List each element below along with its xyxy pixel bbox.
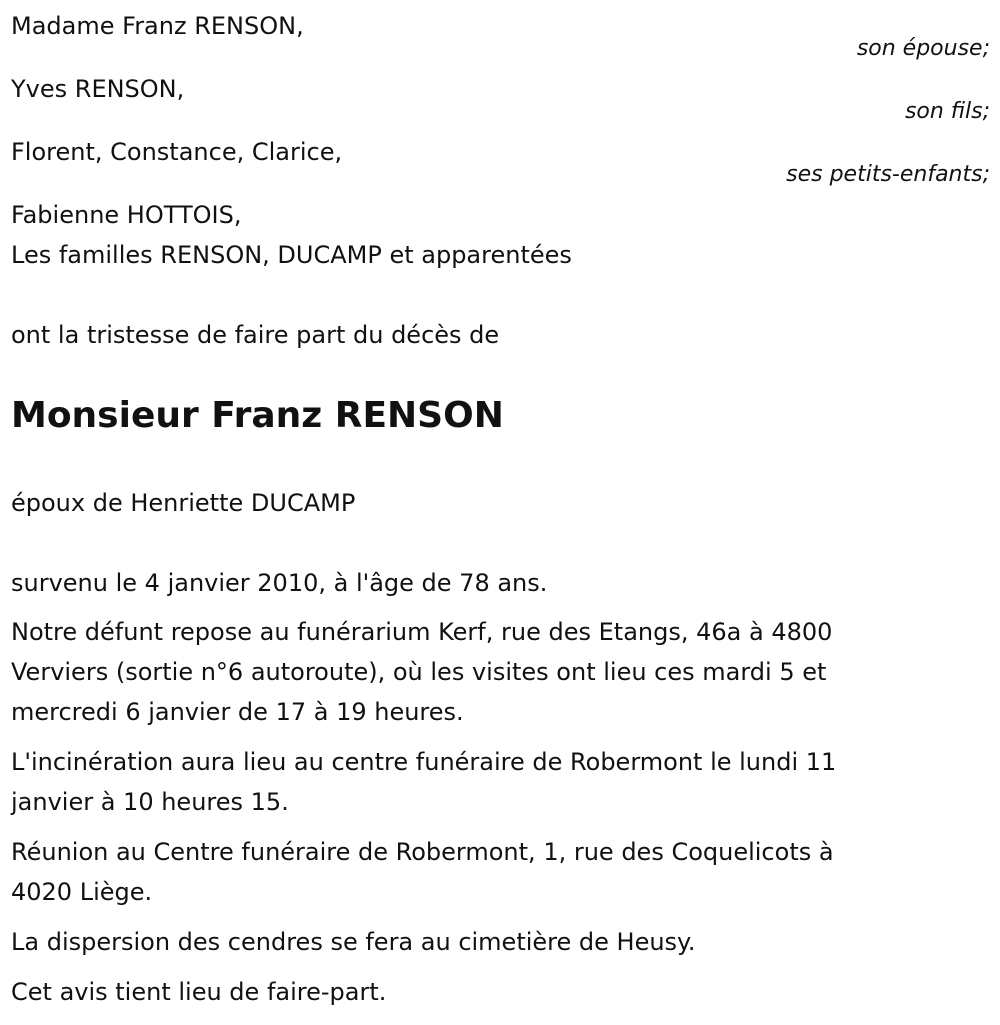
cremation-paragraph-line: janvier à 10 heures 15. [11, 788, 289, 816]
gathering-paragraph-line: Réunion au Centre funéraire de Robermont, 1, rue des Coquelicots à [11, 838, 834, 866]
family-member-name: Fabienne HOTTOIS, [11, 201, 242, 229]
visitation-paragraph-line: Notre défunt repose au funérarium Kerf, rue des Etangs, 46a à 4800 [11, 618, 833, 646]
visitation-paragraph-line: Verviers (sortie n°6 autoroute), où les visites ont lieu ces mardi 5 et [11, 658, 827, 686]
intro-text: ont la tristesse de faire part du décès de [11, 321, 500, 349]
deceased-name: Monsieur Franz RENSON [11, 395, 504, 436]
family-member-relation: ses petits-enfants; [786, 162, 990, 187]
cremation-paragraph-line: L'incinération aura lieu au centre funéraire de Robermont le lundi 11 [11, 748, 837, 776]
family-member-name: Les familles RENSON, DUCAMP et apparentées [11, 241, 572, 269]
ashes-paragraph: La dispersion des cendres se fera au cimetière de Heusy. [11, 928, 696, 956]
family-member-relation: son épouse; [856, 36, 990, 61]
family-member-name: Yves RENSON, [11, 75, 185, 103]
gathering-paragraph-line: 4020 Liège. [11, 878, 153, 906]
visitation-paragraph-line: mercredi 6 janvier de 17 à 19 heures. [11, 698, 464, 726]
family-member-name: Madame Franz RENSON, [11, 12, 304, 40]
date-of-death-paragraph: survenu le 4 janvier 2010, à l'âge de 78 ans. [11, 569, 548, 597]
family-member-relation: son fils; [904, 99, 990, 124]
family-member-name: Florent, Constance, Clarice, [11, 138, 343, 166]
closing-paragraph: Cet avis tient lieu de faire-part. [11, 978, 387, 1006]
spouse-line: époux de Henriette DUCAMP [11, 489, 356, 517]
